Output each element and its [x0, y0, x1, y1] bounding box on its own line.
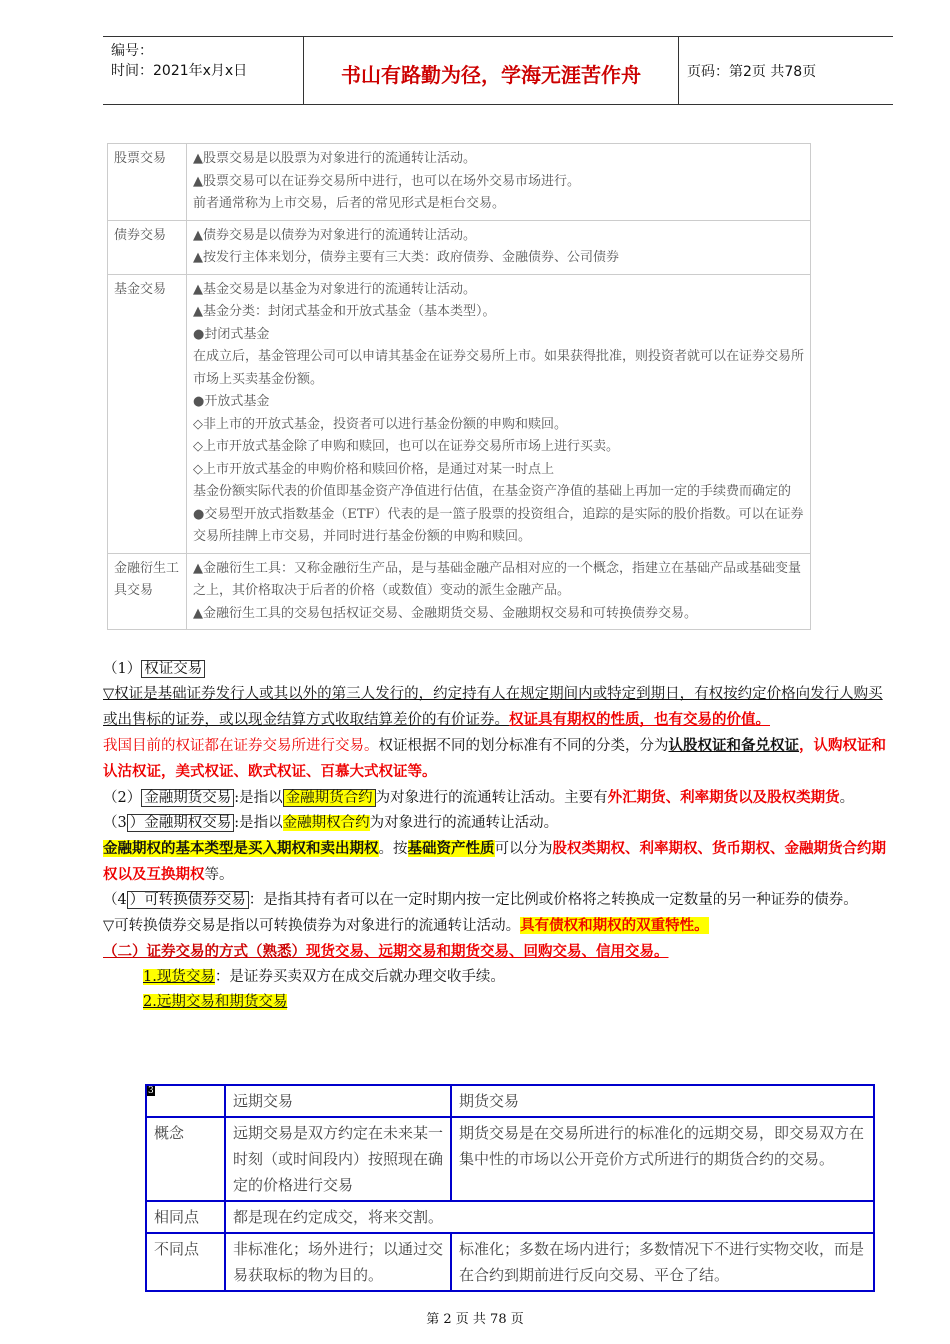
text: 权证根据不同的划分标准有不同的分类，分为	[378, 738, 669, 754]
body-text	[103, 657, 893, 1015]
motto: 书山有路勤为径，学海无涯苦作舟	[341, 63, 641, 87]
num: （2）	[103, 790, 142, 806]
red-text: 我国目前的权证都在证券交易所进行交易。	[103, 738, 379, 754]
cell: 期货交易是在交易所进行的标准化的远期交易，即交易双方在集中性的市场以公开竞价方式所进行的期货合约的交易。	[451, 1117, 874, 1201]
row-key: 债券交易	[108, 220, 187, 274]
header-cell: 期货交易	[451, 1085, 874, 1117]
para-convertible-trade	[103, 913, 893, 939]
table-row	[108, 144, 811, 221]
table-row	[108, 220, 811, 274]
para-options	[103, 811, 893, 836]
text: ：是证券买卖双方在成交后就办理交收手续。	[214, 969, 505, 985]
line: 在成立后，基金管理公司可以申请其基金在证券交易所上市。如果获得批准，则投资者就可以在证券交易所市场上买卖基金份额。	[193, 349, 805, 387]
boxed-title: ）可转换债券交易	[127, 891, 249, 909]
line: ▲基金分类：封闭式基金和开放式基金（基本类型）。	[193, 304, 496, 319]
corner-cell	[146, 1085, 225, 1117]
num: （4	[103, 892, 127, 908]
highlight: 1.现货交易	[143, 969, 215, 985]
para-warrant-title	[103, 657, 893, 682]
header-cell: 远期交易	[225, 1085, 451, 1117]
row-content	[187, 274, 811, 553]
red-text: ，认购权证和认沽权证，美式权证、欧式权证、百慕大式权证等。	[103, 737, 886, 780]
text: :是指以	[234, 790, 283, 806]
row-key: 股票交易	[108, 144, 187, 221]
line: ◇上市开放式基金的申购价格和赎回价格，是通过对某一时点上	[193, 461, 554, 477]
row-content	[187, 220, 811, 274]
para-futures	[103, 785, 893, 811]
highlight: 基础资产性质	[407, 840, 495, 857]
red-text: 股权类期权、利率期权、货币期权、金融期货合约期权以及互换期权	[103, 840, 886, 883]
cell: 都是现在约定成交，将来交割。	[225, 1201, 874, 1233]
number-label: 编号：	[111, 43, 153, 59]
text: ▽可转换债券交易是指以可转换债券为对象进行的流通转让活动。	[103, 918, 521, 934]
table-header-row	[146, 1085, 874, 1117]
boxed-title: 权证交易	[141, 660, 205, 678]
text: ：是指其持有者可以在一定时期内按一定比例或价格将之转换成一定数量的另一种证券的债券。	[248, 892, 858, 908]
num: （3	[103, 815, 127, 831]
text: 。按	[378, 841, 408, 857]
page-label: 页码：第2页 共78页	[687, 64, 817, 80]
page-footer: 第 2 页 共 78 页	[426, 1312, 524, 1327]
text: :是指以	[234, 815, 283, 831]
bold-text: （二）证券交易的方式（熟悉）	[103, 943, 306, 960]
line: ●封闭式基金	[193, 326, 270, 342]
row-key: 概念	[146, 1117, 225, 1201]
line: ◇上市开放式基金除了申购和赎回，也可以在证券交易所市场上进行买卖。	[193, 439, 619, 454]
cell: 非标准化；场外进行；以通过交易获取标的物为目的。	[225, 1233, 451, 1291]
line: ◇非上市的开放式基金，投资者可以进行基金份额的申购和赎回。	[193, 416, 567, 432]
date-label: 时间：2021年x月x日	[111, 63, 248, 79]
highlight: 金融期权合约	[282, 815, 370, 831]
line: ▲股票交易是以股票为对象进行的流通转让活动。	[193, 151, 476, 166]
boxed-title: ）金融期权交易	[127, 814, 235, 832]
text: 为对象进行的流通转让活动。主要有	[375, 790, 608, 806]
table-row	[146, 1201, 874, 1233]
boxed-title: 金融期货交易	[141, 789, 234, 807]
cell: 远期交易是双方约定在未来某一时刻（或时间段内）按照现在确定的价格进行交易	[225, 1117, 451, 1201]
highlight: 金融期权的基本类型是买入期权和卖出期权	[103, 840, 379, 857]
num: （1）	[103, 661, 142, 677]
line: ▲金融衍生工具的交易包括权证交易、金融期货交易、金融期权交易和可转换债券交易。	[193, 605, 697, 621]
red-text: 权证具有期权的性质，也有交易的价值。	[509, 711, 770, 728]
securities-trading-table	[107, 143, 811, 630]
row-key: 金融衍生工具交易	[108, 553, 187, 630]
row-key: 不同点	[146, 1233, 225, 1291]
para-warrant-def	[103, 682, 893, 733]
line: ●交易型开放式指数基金（ETF）代表的是一篮子股票的投资组合，追踪的是实际的股价指数。可以在证券交易所挂牌上市交易，并同时进行基金份额的申购和赎回。	[193, 506, 804, 544]
cell: 标准化；多数在场内进行；多数情况下不进行实物交收，而是在合约到期前进行反向交易、平仓了结。	[451, 1233, 874, 1291]
text: 等。	[204, 867, 234, 883]
para-methods	[103, 939, 893, 965]
row-content	[187, 144, 811, 221]
marker: 3	[148, 1086, 154, 1096]
line: ▲债券交易是以债券为对象进行的流通转让活动。	[193, 227, 476, 243]
line: ▲基金交易是以基金为对象进行的流通转让活动。	[193, 281, 476, 297]
red-text: 现货交易、远期交易和期货交易、回购交易、信用交易。	[306, 943, 669, 960]
line: ▲股票交易可以在证券交易所中进行，也可以在场外交易市场进行。	[193, 173, 580, 189]
line: ●开放式基金	[193, 394, 270, 409]
line: 基金份额实际代表的价值即基金资产净值进行估值，在基金资产净值的基础上再加一定的手续费而确定的	[193, 484, 792, 499]
table-row	[108, 553, 811, 630]
page-header	[103, 36, 893, 105]
text: 。	[839, 790, 855, 806]
row-content	[187, 553, 811, 630]
para-spot	[103, 965, 893, 990]
para-convertible	[103, 888, 893, 913]
table-row	[146, 1117, 874, 1201]
text: 为对象进行的流通转让活动。	[369, 815, 559, 831]
line: ▲按发行主体来划分，债券主要有三大类：政府债券、金融债券、公司债券	[193, 250, 619, 265]
text: ▽权证是基础证券发行人或其以外的第三人发行的，约定持有人在规定期间内或特定到期日，有权按约定价格向发行人购买或出售标的证券，或以现金结算方式收取结算差价的有价证券。	[103, 686, 883, 728]
table-row	[108, 274, 811, 553]
text: 可以分为	[494, 841, 553, 857]
highlight: 具有债权和期权的双重特性。	[520, 917, 709, 934]
para-warrant-types	[103, 733, 893, 785]
para-options-types	[103, 836, 893, 888]
highlight: 2.远期交易和期货交易	[143, 994, 288, 1010]
row-key: 相同点	[146, 1201, 225, 1233]
red-text: 外汇期货、利率期货以及股权类期货	[607, 789, 840, 806]
bold-text: 认股权证和备兑权证	[668, 737, 799, 754]
para-forward	[103, 990, 893, 1015]
forward-vs-futures-table	[145, 1084, 875, 1292]
line: ▲金融衍生工具：又称金融衍生产品，是与基础金融产品相对应的一个概念，指建立在基础产品或基础变量之上，其价格取决于后者的价格（或数值）变动的派生金融产品。	[193, 560, 801, 598]
line: 前者通常称为上市交易，后者的常见形式是柜台交易。	[193, 196, 506, 211]
row-key: 基金交易	[108, 274, 187, 553]
header-meta	[111, 41, 247, 81]
table-row	[146, 1233, 874, 1291]
highlight: 金融期货合约	[283, 789, 376, 807]
